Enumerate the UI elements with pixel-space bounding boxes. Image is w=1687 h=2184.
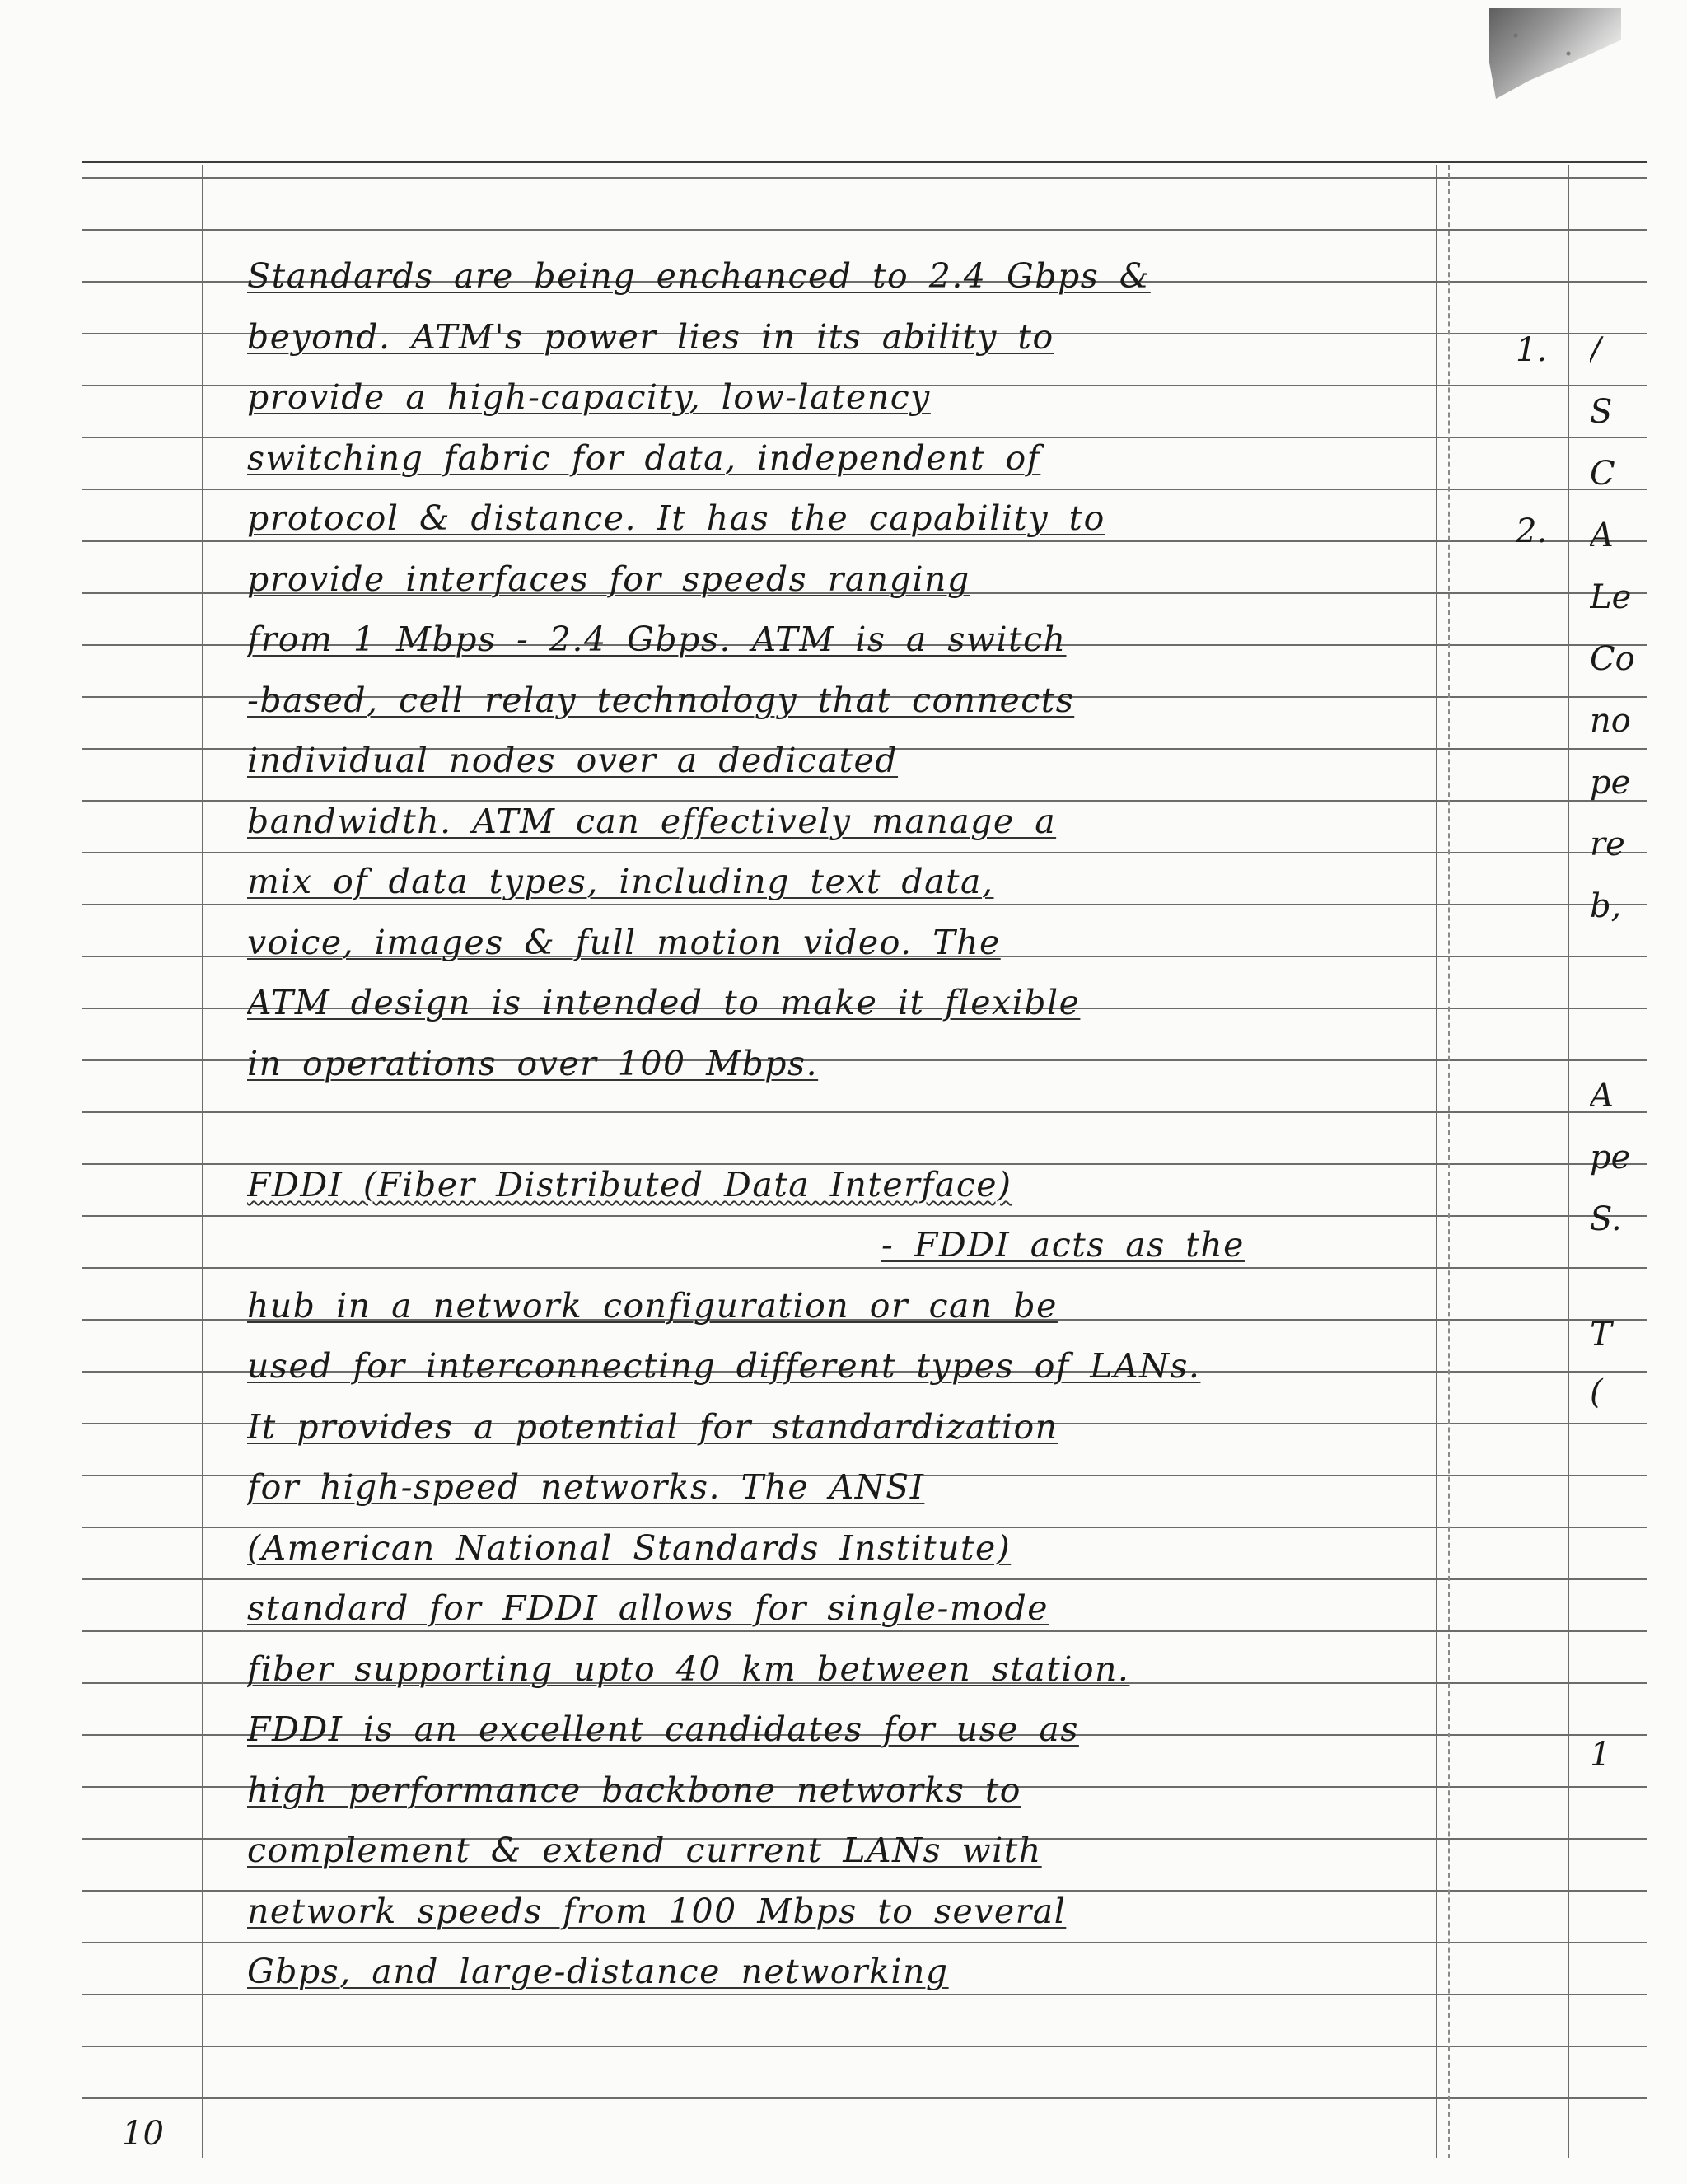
margin-fragment: b, [1590,887,1622,925]
text-line: FDDI is an excellent candidates for use as [247,1709,1079,1749]
ruled-line [82,2097,1647,2099]
ruled-line [82,2046,1647,2047]
text-line: (American National Standards Institute) [247,1528,1012,1568]
text-line: protocol & distance. It has the capability to [247,498,1105,538]
text-line: ATM design is intended to make it flexible [247,983,1081,1022]
ruled-line [82,229,1647,231]
far-right-margin-line [1568,165,1569,2158]
margin-fragment: S. [1590,1200,1622,1238]
margin-fragment: A [1590,1077,1614,1115]
ruled-line [82,1578,1647,1580]
text-line: It provides a potential for standardization [247,1407,1058,1447]
margin-fragment: re [1590,825,1625,863]
margin-fragment: ( [1590,1373,1603,1411]
margin-fragment: / [1590,331,1601,369]
ruled-line [82,161,1647,163]
margin-fragment: pe [1590,764,1631,802]
text-line: bandwidth. ATM can effectively manage a [247,802,1057,841]
margin-number: 2. [1516,512,1548,550]
text-line: individual nodes over a dedicated [247,741,899,780]
margin-fragment: C [1590,455,1615,493]
text-line: mix of data types, including text data, [247,862,994,901]
text-line: from 1 Mbps - 2.4 Gbps. ATM is a switch [247,620,1067,659]
ruled-line [82,177,1647,179]
margin-fragment: Co [1590,640,1635,678]
ruled-line [82,1942,1647,1943]
section-heading: FDDI (Fiber Distributed Data Interface) [247,1165,1012,1204]
right-margin-dashed-line [1448,165,1450,2158]
margin-fragment: Le [1590,578,1632,616]
ruled-line [82,489,1647,490]
text-line: in operations over 100 Mbps. [247,1044,819,1083]
text-line: fiber supporting upto 40 km between station. [247,1649,1130,1689]
margin-fragment: A [1590,517,1614,554]
margin-number: 1. [1516,331,1548,369]
text-line: beyond. ATM's power lies in its ability to [247,317,1054,357]
margin-fragment: pe [1590,1139,1631,1176]
page-number: 10 [122,2115,164,2153]
text-line: standard for FDDI allows for single-mode [247,1588,1049,1628]
text-line: voice, images & full motion video. The [247,923,1001,962]
text-line: -based, cell relay technology that connects [247,680,1075,720]
text-line: for high-speed networks. The ANSI [247,1467,925,1507]
margin-fragment: 1 [1590,1736,1611,1774]
margin-fragment: no [1590,702,1631,740]
text-line: Standards are being enchanced to 2.4 Gbps & [247,256,1151,296]
margin-fragment: S [1590,393,1613,431]
text-line: - FDDI acts as the [881,1225,1245,1265]
margin-fragment: T [1590,1316,1612,1354]
left-margin-line [202,165,203,2158]
text-line: provide interfaces for speeds ranging [247,559,970,599]
text-line: Gbps, and large-distance networking [247,1952,949,1991]
text-line: complement & extend current LANs with [247,1831,1042,1870]
text-line: high performance backbone networks to [247,1770,1021,1810]
text-line: switching fabric for data, independent of [247,438,1041,478]
text-line: network speeds from 100 Mbps to several [247,1892,1067,1931]
text-line: hub in a network configuration or can be [247,1286,1058,1326]
text-line [247,1099,1442,1148]
text-line: provide a high-capacity, low-latency [247,377,931,417]
ruled-line [82,852,1647,853]
ruled-line [82,1215,1647,1217]
scan-artifact [1489,8,1621,99]
text-line: used for interconnecting different types of LANs. [247,1346,1201,1386]
